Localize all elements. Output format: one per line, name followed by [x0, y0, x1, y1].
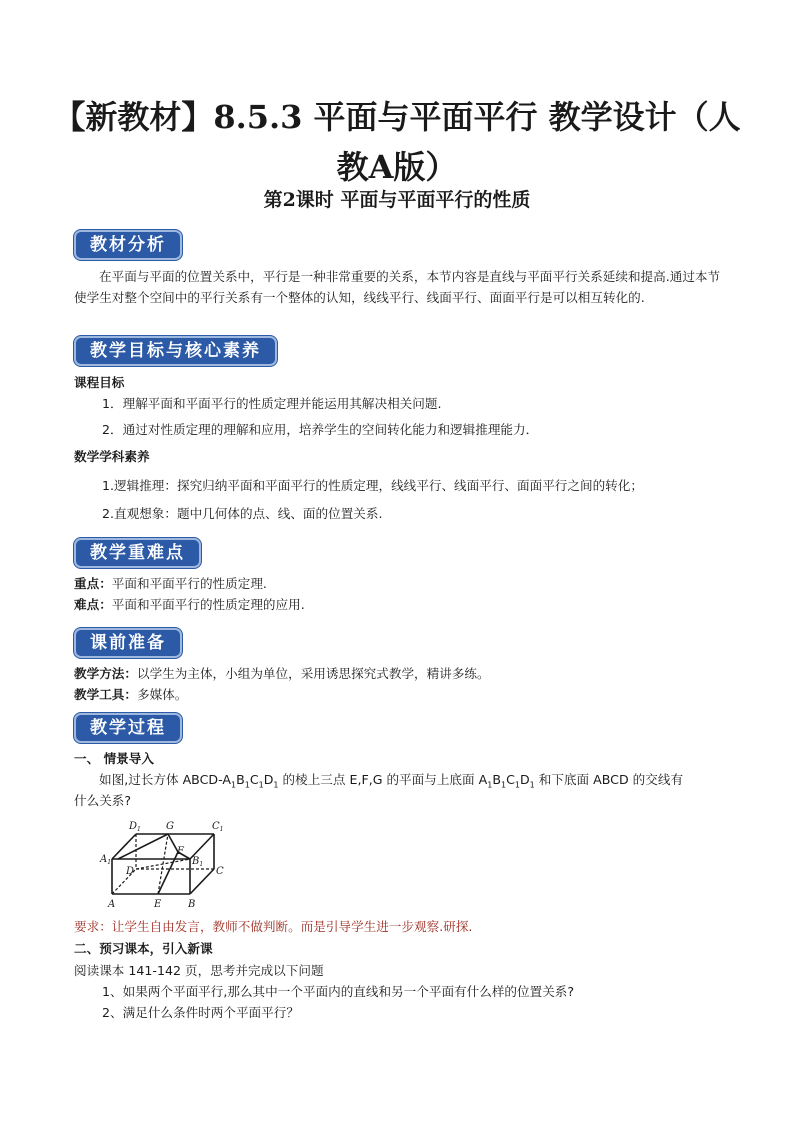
key-point-text: 平面和平面平行的性质定理.	[111, 576, 267, 591]
step1-question-end: 什么关系?	[74, 793, 132, 808]
teaching-method-label: 教学方法：	[74, 666, 137, 681]
requirement-note: 要求：让学生自由发言，教师不做判断。而是引导学生进一步观察.研探.	[74, 919, 473, 934]
literacy-item-2: 2.直观想象：题中几何体的点、线、面的位置关系.	[102, 506, 383, 521]
literacy-item-1: 1.逻辑推理：探究归纳平面和平面平行的性质定理，线线平行、线面平行、面面平行之间的转化；	[102, 478, 643, 493]
label-B1: $B_1$	[192, 856, 204, 868]
goal-item-2: 2．通过对性质定理的理解和应用，培养学生的空间转化能力和逻辑推理能力．	[102, 422, 539, 437]
step1-question: 如图,过长方体 ABCD-$A_1B_1C_1D_1$ 的棱上三点 E,F,G 的平面与上底面 $A_1B_1C_1D_1$ 和下底面 ABCD 的交线有	[99, 772, 684, 790]
literacy-label: 数学学科素养	[74, 449, 150, 464]
label-D1: $D_1$	[129, 821, 141, 833]
analysis-paragraph: 在平面与平面的位置关系中，平行是一种非常重要的关系，本节内容是直线与平面平行关系延续和提高.通过本节使学生对整个空间中的平行关系有一个整体的认知，线线平行、线面平行、面面平行是可以相互转化的.	[74, 269, 721, 305]
document-subtitle: 第2课时 平面与平面平行的性质	[263, 189, 531, 211]
label-C1: $C_1$	[212, 821, 224, 833]
label-F: F	[177, 846, 184, 857]
label-D: D	[126, 866, 135, 877]
key-point-line	[74, 573, 267, 594]
key-point-label: 重点：	[74, 576, 112, 591]
difficult-point-line	[74, 594, 305, 615]
label-A1: $A_1$	[100, 854, 112, 866]
teaching-method-line	[74, 663, 490, 684]
step2-reading: 阅读课本 141-142 页，思考并完成以下问题	[74, 963, 324, 978]
teaching-tool-label: 教学工具：	[74, 687, 137, 702]
document-title: 【新教材】8.5.3 平面与平面平行 教学设计（人教A版）	[53, 98, 741, 186]
step2-title: 二、预习课本，引入新课	[74, 941, 213, 956]
teaching-tool-text: 多媒体。	[136, 687, 188, 702]
section-tag-process: 教学过程	[74, 713, 182, 743]
section-tag-prep: 课前准备	[74, 628, 182, 658]
section-tag-goals: 教学目标与核心素养	[74, 336, 277, 366]
label-B: B	[188, 899, 196, 910]
goal-item-1: 1．理解平面和平面平行的性质定理并能运用其解决相关问题.	[102, 396, 442, 411]
course-goal-label: 课程目标	[74, 375, 125, 390]
difficult-point-label: 难点：	[74, 597, 112, 612]
section-tag-keypoints: 教学重难点	[74, 538, 201, 568]
cuboid-figure	[96, 816, 236, 912]
step1-title: 一、 情景导入	[74, 751, 154, 766]
section-tag-analysis: 教材分析	[74, 230, 182, 260]
teaching-method-text: 以学生为主体，小组为单位，采用诱思探究式教学，精讲多练。	[136, 666, 490, 681]
label-G: G	[166, 821, 174, 832]
label-A: A	[108, 899, 116, 910]
teaching-tool-line	[74, 684, 187, 705]
label-E: E	[154, 899, 162, 910]
step2-question-1: 1、如果两个平面平行,那么其中一个平面内的直线和另一个平面有什么样的位置关系?	[102, 984, 575, 999]
difficult-point-text: 平面和平面平行的性质定理的应用.	[111, 597, 305, 612]
label-C: C	[216, 866, 224, 877]
step2-question-2: 2、满足什么条件时两个平面平行？	[102, 1005, 299, 1020]
